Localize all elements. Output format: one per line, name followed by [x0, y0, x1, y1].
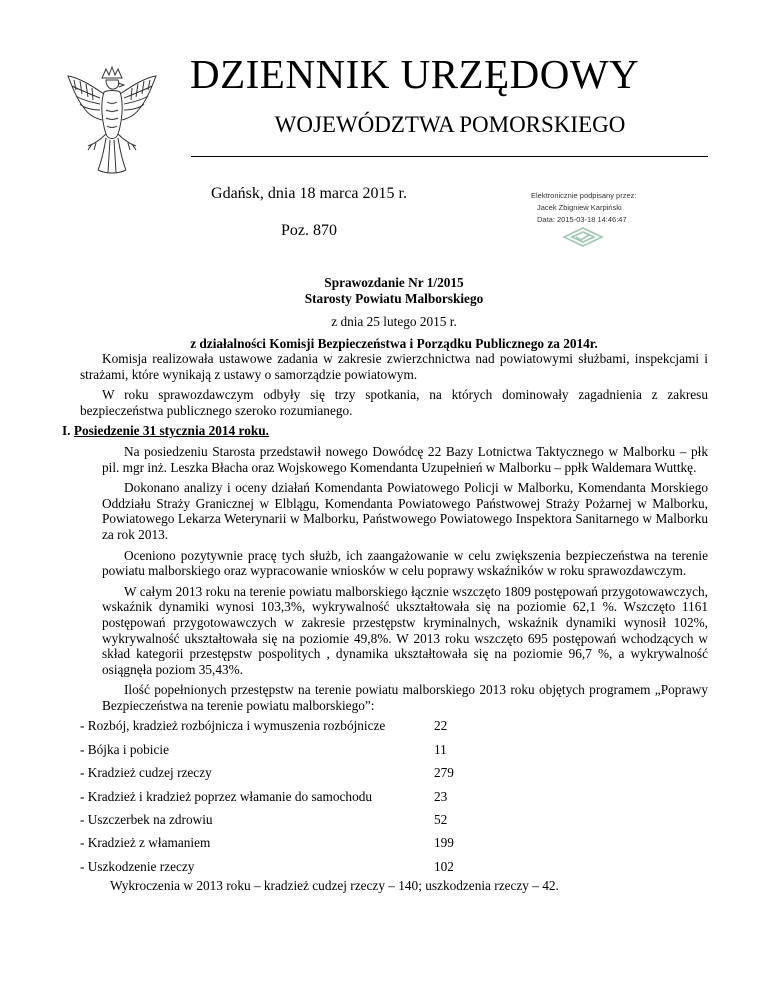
table-row — [80, 718, 454, 741]
crime-count: 11 — [434, 741, 447, 757]
eagle-emblem-icon — [62, 64, 162, 176]
crime-count: 23 — [434, 788, 448, 804]
crime-label: - Rozbój, kradzież rozbójnicza i wymuszenia rozbójnicze — [80, 718, 386, 734]
section-paragraph: Ilość popełnionych przestępstw na terenie powiatu malborskiego 2013 roku objętych programem „Poprawy Bezpieczeństwa na terenie powiatu malborskiego”: — [102, 682, 708, 713]
offences-summary: Wykroczenia w 2013 roku – kradzież cudzej rzeczy – 140; uszkodzenia rzeczy – 42. — [110, 878, 559, 894]
gazette-title: DZIENNIK URZĘDOWY — [190, 51, 640, 97]
intro-paragraph: Komisja realizowała ustawowe zadania w zakresie zwierzchnictwa nad powiatowymi służbami, inspekcjami i strażami, które wynikają z ustawy o samorządzie powiatowym. — [80, 351, 708, 382]
document-subject: z działalności Komisji Bezpieczeństwa i Porządku Publicznego za 2014r. — [190, 336, 598, 351]
crime-label: - Uszczerbek na zdrowiu — [80, 812, 213, 828]
crime-count: 22 — [434, 718, 448, 734]
header-divider — [191, 156, 708, 157]
section-paragraph: Oceniono pozytywnie pracę tych służb, ich zaangażowanie w celu zwiększenia bezpieczeństwa na terenie powiatu malborskiego oraz wypracowanie wniosków w celu poprawy wskaźników w roku sprawozdawczym. — [102, 547, 708, 579]
gazette-subtitle: WOJEWÓDZTWA POMORSKIEGO — [274, 112, 626, 137]
document-issuer: Starosty Powiatu Malborskiego — [304, 291, 484, 306]
section-title: Posiedzenie 31 stycznia 2014 roku. — [73, 423, 269, 439]
crime-label: - Kradzież cudzej rzeczy — [80, 765, 212, 781]
crime-statistics-table — [80, 718, 454, 882]
section-content — [80, 444, 708, 714]
table-row — [80, 835, 454, 858]
section-paragraph: W całym 2013 roku na terenie powiatu malborskiego łącznie wszczęto 1809 postępowań przygotowawczych, wskaźnik dynamiki wynosi 103,3%, wykrywalność ukształtowała się na poziomie 62,1 %. Wszczęto 1161 postępowań przygotowawczych w zakresie przestępstw kryminalnych, wskaźnik dynamiki wynosił 102%, wykrywalność ukształtowała się na poziomie 49,8%. W 2013 roku wszczęto 695 postępowań wchodzących w skład kategorii przestępstw pospolitych , dynamika ukształtowała się na poziomie 96,7 %, a wykrywalność osiągnęła poziom 35,43%. — [102, 583, 708, 677]
document-title: Sprawozdanie Nr 1/2015 — [324, 275, 464, 290]
table-row — [80, 812, 454, 835]
signature-date: Data: 2015-03-18 14:46:47 — [537, 215, 627, 224]
document-header — [80, 275, 708, 352]
signature-name: Jacek Zbigniew Karpiński — [537, 203, 622, 212]
crime-count: 279 — [434, 765, 454, 781]
document-date: z dnia 25 lutego 2015 r. — [331, 314, 457, 329]
crime-label: - Uszkodzenie rzeczy — [80, 858, 195, 874]
intro-paragraph: W roku sprawozdawczym odbyły się trzy spotkania, na których dominowały zagadnienia z zakresu bezpieczeństwa publicznego szeroko rozumianego. — [80, 387, 708, 418]
crime-count: 52 — [434, 812, 448, 828]
crime-count: 199 — [434, 835, 454, 851]
electronic-signature — [531, 190, 711, 226]
crime-label: - Kradzież i kradzież poprzez włamanie do samochodu — [80, 788, 373, 804]
position-number: Poz. 870 — [281, 222, 337, 239]
section-paragraph: Dokonano analizy i oceny działań Komendanta Powiatowego Policji w Malborku, Komendanta Morskiego Oddziału Straży Granicznej w Elblągu, Komendanta Powiatowego Państwowej Straży Pożarnej w Malborku, Powiatowego Lekarza Weterynarii w Malborku, Państwowego Powiatowego Inspektora Sanitarnego w Malborku za rok 2013. — [102, 480, 708, 542]
table-row — [80, 765, 454, 788]
table-row — [80, 789, 454, 812]
table-row — [80, 742, 454, 765]
crime-label: - Bójka i pobicie — [80, 741, 169, 757]
signature-caption: Elektronicznie podpisany przez: — [531, 191, 637, 200]
place-date: Gdańsk, dnia 18 marca 2015 r. — [211, 185, 407, 202]
document-body — [62, 351, 708, 899]
crime-count: 102 — [434, 858, 454, 874]
section-heading — [62, 423, 708, 439]
crime-label: - Kradzież z włamaniem — [80, 835, 211, 851]
section-number: I. — [62, 423, 71, 439]
signature-check-icon — [560, 226, 606, 248]
section-paragraph: Na posiedzeniu Starosta przedstawił nowego Dowódcę 22 Bazy Lotnictwa Taktycznego w Malborku – płk pil. mgr inż. Leszka Błacha oraz Wojskowego Komendanta Uzupełnień w Malborku – ppłk Waldemara Wuttkę. — [102, 443, 708, 475]
